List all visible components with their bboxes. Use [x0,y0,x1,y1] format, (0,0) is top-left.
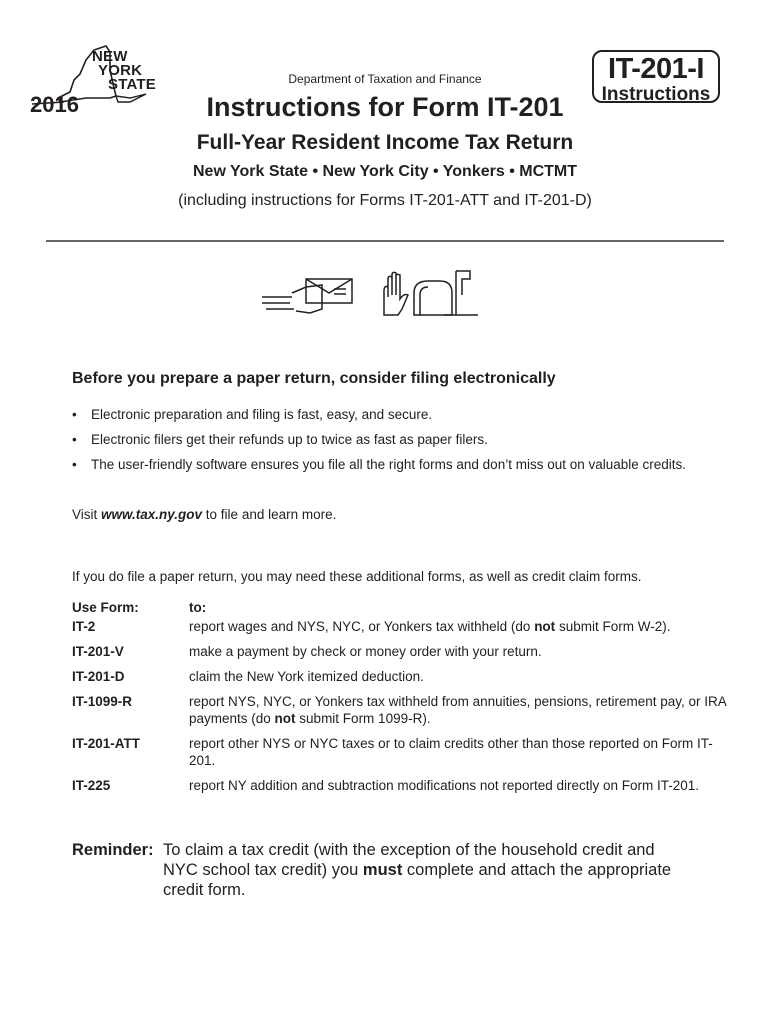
efile-benefits-list [72,406,702,481]
table-row [72,618,732,635]
page-subtitle: Full-Year Resident Income Tax Return [196,131,574,154]
list-item: • Electronic filers get their refunds up to twice as fast as paper filers. [72,431,702,448]
reminder-text: To claim a tax credit (with the exception of the household credit and NYC school tax credit) you must complete and attach the appropriate credit form. [163,841,672,899]
logo-text-state: STATE [108,76,156,93]
logo-year: 2016 [30,92,79,117]
nys-logo [30,40,158,122]
badge-label: Instructions [601,84,711,105]
mail-illustration [260,265,480,325]
website-link[interactable]: www.tax.ny.gov [101,507,203,522]
department-name: Department of Taxation and Finance [288,72,482,86]
table-row [72,693,732,727]
list-item: • Electronic preparation and filing is fast, easy, and secure. [72,406,702,423]
form-purpose-cell: make a payment by check or money order with your return. [189,644,542,659]
logo-text-new: NEW [92,48,128,65]
form-id-cell: IT-201-D [72,669,125,684]
form-id-cell: IT-1099-R [72,694,133,709]
efile-heading: Before you prepare a paper return, consider filing electronically [72,370,556,387]
form-purpose-cell: report NYS, NYC, or Yonkers tax withheld from annuities, pensions, retirement pay, or IRA payments (do not submit Form 1099-R). [189,694,727,726]
form-id-cell: IT-201-ATT [72,736,141,751]
paper-return-intro: If you do file a paper return, you may need these additional forms, as well as credit claim forms. [72,569,642,584]
table-row [72,668,732,685]
reminder-label: Reminder: [72,841,154,859]
form-purpose-cell: report wages and NYS, NYC, or Yonkers tax withheld (do not submit Form W-2). [189,619,671,634]
jurisdictions-line: New York State • New York City • Yonkers • MCTMT [192,163,577,180]
divider [46,240,724,242]
form-purpose-cell: claim the New York itemized deduction. [189,669,424,684]
form-id-cell: IT-225 [72,778,111,793]
form-purpose-cell: report NY addition and subtraction modifications not reported directly on Form IT-201. [189,778,700,793]
form-id-cell: IT-201-V [72,644,124,659]
logo-text-york: YORK [98,62,143,79]
visit-line [72,507,336,522]
col-header-to: to: [189,600,207,615]
form-id-cell: IT-2 [72,619,96,634]
table-row [72,735,732,769]
page-title: Instructions for Form IT-201 [206,92,564,122]
form-purpose-cell: report other NYS or NYC taxes or to claim credits other than those reported on Form IT-201. [189,736,713,768]
visit-suffix: to file and learn more. [202,507,337,522]
including-note: (including instructions for Forms IT-201-ATT and IT-201-D) [178,192,592,209]
visit-prefix: Visit [72,507,102,522]
hand-envelope-mailbox-icon [260,265,480,325]
col-header-form: Use Form: [72,600,139,615]
list-item: • The user-friendly software ensures you file all the right forms and don’t miss out on valuable credits. [72,456,702,473]
forms-table-header [72,599,732,616]
table-row [72,643,732,660]
form-id: IT-201-I [608,53,704,85]
table-row [72,777,732,794]
forms-table [72,599,732,802]
